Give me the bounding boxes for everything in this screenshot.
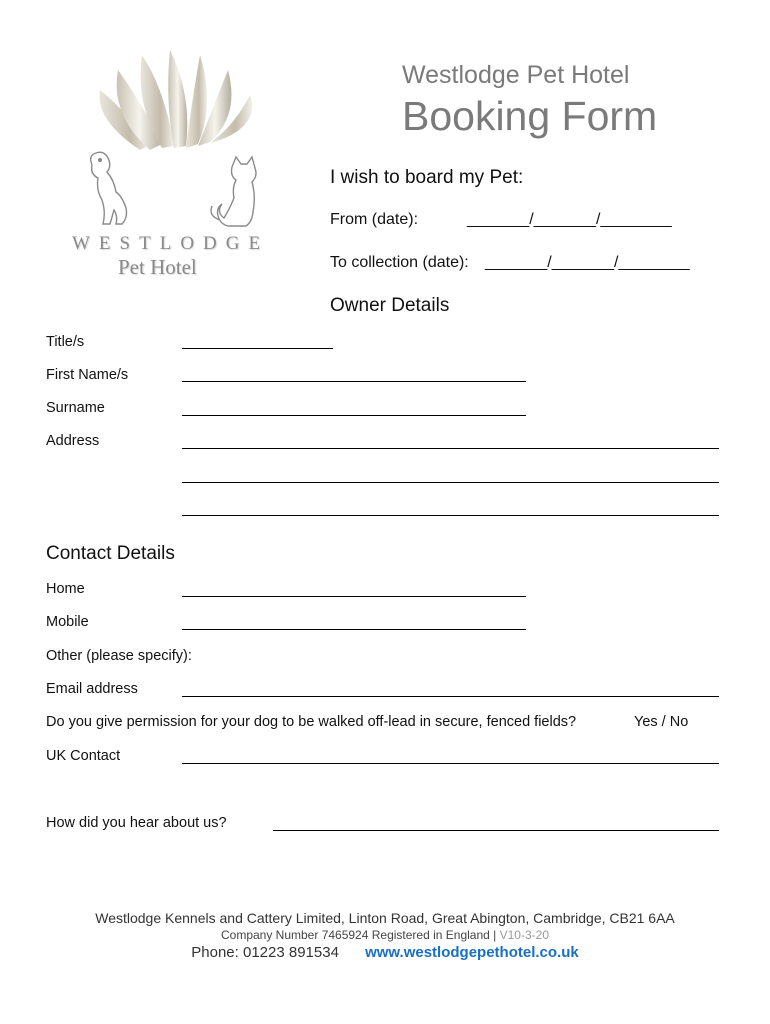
footer-contact bbox=[0, 944, 770, 961]
to-date-field[interactable]: _______/_______/________ bbox=[485, 254, 690, 271]
off-lead-permission-options[interactable]: Yes / No bbox=[634, 714, 689, 730]
owner-details-heading: Owner Details bbox=[330, 295, 450, 316]
mobile-label: Mobile bbox=[46, 614, 89, 630]
surname-field[interactable] bbox=[182, 415, 526, 416]
hear-about-field[interactable] bbox=[273, 830, 719, 831]
address-line-3-field[interactable] bbox=[182, 515, 719, 516]
logo-subtitle: Pet Hotel bbox=[118, 255, 197, 279]
off-lead-permission-question: Do you give permission for your dog to be walked off-lead in secure, fenced fields? bbox=[46, 714, 577, 730]
hear-about-label: How did you hear about us? bbox=[46, 815, 227, 831]
address-label: Address bbox=[46, 433, 100, 449]
home-label: Home bbox=[46, 581, 85, 597]
board-heading: I wish to board my Pet: bbox=[330, 167, 524, 188]
title-field[interactable] bbox=[182, 348, 333, 349]
address-line-1-field[interactable] bbox=[182, 448, 719, 449]
address-line-2-field[interactable] bbox=[182, 482, 719, 483]
first-name-field[interactable] bbox=[182, 381, 526, 382]
from-date-field[interactable]: _______/_______/________ bbox=[467, 211, 672, 228]
logo-wordmark: WESTLODGE bbox=[72, 233, 270, 254]
uk-contact-field[interactable] bbox=[182, 763, 719, 764]
form-title: Booking Form bbox=[402, 93, 658, 139]
registration-text: Company Number 7465924 Registered in England | bbox=[220, 928, 497, 942]
surname-label: Surname bbox=[46, 400, 105, 416]
cat-icon bbox=[211, 157, 256, 226]
footer-phone: Phone: 01223 891534 bbox=[191, 944, 339, 961]
email-field[interactable] bbox=[182, 696, 719, 697]
contact-details-heading: Contact Details bbox=[46, 543, 175, 564]
hotel-name: Westlodge Pet Hotel bbox=[402, 61, 630, 89]
email-label: Email address bbox=[46, 681, 138, 697]
uk-contact-label: UK Contact bbox=[46, 748, 121, 764]
footer-website-link[interactable]: www.westlodgepethotel.co.uk bbox=[365, 944, 579, 961]
title-label: Title/s bbox=[46, 334, 85, 350]
footer-registration bbox=[0, 928, 770, 942]
first-name-label: First Name/s bbox=[46, 367, 129, 383]
mobile-phone-field[interactable] bbox=[182, 629, 526, 630]
dog-icon bbox=[91, 152, 127, 224]
other-contact-label: Other (please specify): bbox=[46, 648, 192, 664]
version-text: V10-3-20 bbox=[499, 928, 549, 942]
home-phone-field[interactable] bbox=[182, 596, 526, 597]
footer-company-address: Westlodge Kennels and Cattery Limited, Linton Road, Great Abington, Cambridge, CB21 6AA bbox=[95, 910, 675, 926]
from-date-label: From (date): bbox=[330, 211, 419, 228]
to-date-label: To collection (date): bbox=[330, 254, 469, 271]
